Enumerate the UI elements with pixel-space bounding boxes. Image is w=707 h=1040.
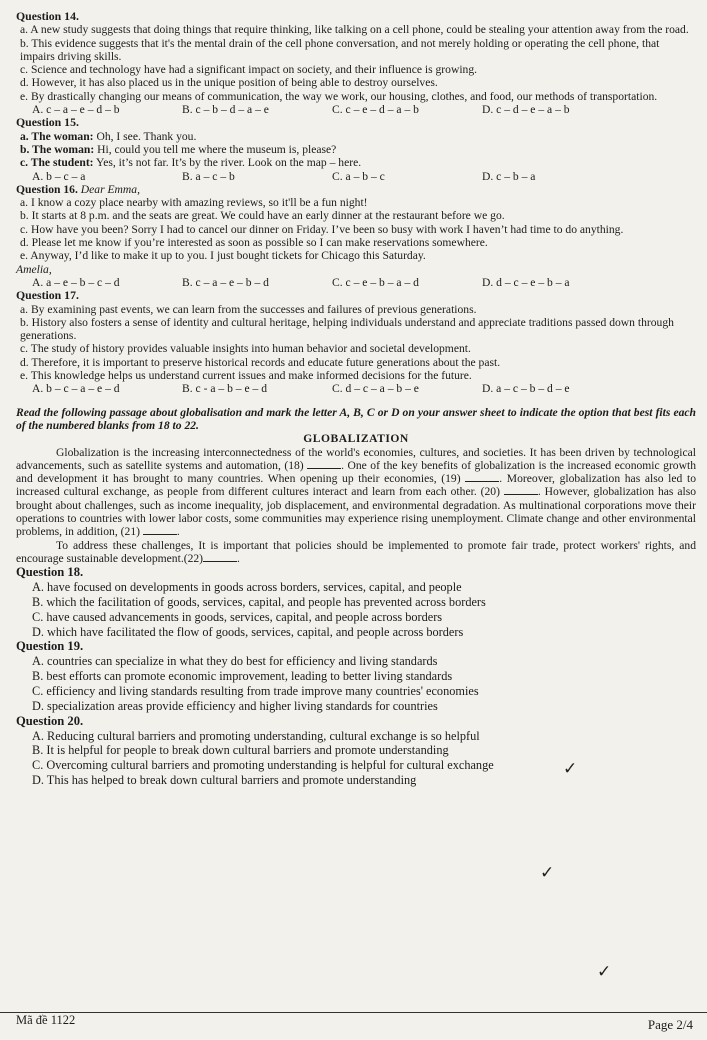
question-20	[16, 714, 696, 788]
q19-option-b[interactable]: B. best efforts can promote economic improvement, leading to better living standards	[32, 669, 453, 684]
q16-heading	[16, 183, 696, 196]
passage-title: GLOBALIZATION	[303, 432, 409, 446]
question-14	[16, 10, 696, 116]
q16-greeting: Dear Emma,	[80, 182, 140, 196]
reading-instruction: Read the following passage about globalisation and mark the letter A, B, C or D on your answer sheet to indicate the option that best fits each of the numbered blanks from 18 to 22.	[16, 405, 696, 432]
q15-option-c[interactable]: C. a – b – c	[332, 169, 385, 183]
q17-item-c: c. The study of history provides valuable insights into human behavior and societal development.	[20, 342, 471, 356]
q20-option-a[interactable]: A. Reducing cultural barriers and promoting understanding, cultural exchange is so helpful	[32, 728, 480, 743]
q15-item-a	[16, 130, 696, 143]
question-16-title: Question 16.	[16, 182, 78, 196]
question-15	[16, 116, 696, 182]
q14-item-a: a. A new study suggests that doing things that require thinking, like talking on a cell phone, could be stealing your attention away from the road.	[20, 23, 689, 37]
q15-option-b[interactable]: B. a – c – b	[182, 169, 235, 183]
q14-options	[16, 103, 696, 116]
q16-option-c[interactable]: C. c – e – b – a – d	[332, 275, 419, 289]
q16-options	[16, 276, 696, 289]
q14-option-c[interactable]: C. c – e – d – a – b	[332, 103, 419, 117]
question-18	[16, 565, 696, 639]
q18-option-d[interactable]: D. which have facilitated the flow of goods, services, capital, and people across borders	[32, 624, 464, 639]
q17-options	[16, 382, 696, 395]
blank-20	[504, 485, 538, 495]
q15-item-b	[16, 143, 696, 156]
passage-p1-part-a: Globalization is the increasing interconnectedness of the world's economies, cultures, and societies. It has been driven by technological advancements, such as satellite systems and automation, (18)	[16, 445, 696, 472]
question-19-title: Question 19.	[16, 639, 84, 654]
q16-option-d[interactable]: D. d – c – e – b – a	[482, 275, 570, 289]
passage-p1-part-b: . One of the key benefits of globalization is the increased economic growth and development it has brought to many countries. When opening up their economies, (19)	[16, 458, 696, 486]
q15-b-text: Hi, could you tell me where the museum is, please?	[94, 142, 337, 156]
q20-option-c[interactable]: C. Overcoming cultural barriers and promoting understanding is helpful for cultural exchange	[32, 758, 494, 773]
checkmark-icon: ✓	[597, 962, 612, 981]
q15-c-speaker: c. The student:	[20, 156, 94, 170]
q18-option-a[interactable]: A. have focused on developments in goods across borders, services, capital, and people	[32, 580, 462, 595]
footer-divider	[0, 1012, 707, 1013]
question-20-title: Question 20.	[16, 713, 84, 728]
q16-option-b[interactable]: B. c – a – e – b – d	[182, 275, 269, 289]
page-number: Page 2/4	[647, 1017, 693, 1032]
q17-option-a[interactable]: A. b – c – a – e – d	[32, 382, 120, 396]
q14-option-b[interactable]: B. c – b – d – a – e	[182, 103, 269, 117]
checkmark-icon: ✓	[563, 759, 578, 778]
q17-item-b: b. History also fosters a sense of identity and cultural heritage, helping individuals understand and appreciate traditions passed down through generations.	[20, 315, 674, 343]
q15-b-speaker: b. The woman:	[20, 142, 95, 156]
q18-option-b[interactable]: B. which the facilitation of goods, services, capital, and people has prevented across borders	[32, 594, 486, 609]
q18-option-c[interactable]: C. have caused advancements in goods, services, capital, and people across borders	[32, 609, 443, 624]
q15-a-speaker: a. The woman:	[20, 129, 94, 143]
checkmark-icon: ✓	[540, 863, 555, 882]
q16-item-b: b. It starts at 8 p.m. and the seats are great. We could have an early dinner at the restaurant before we go.	[20, 209, 505, 223]
q17-option-b[interactable]: B. c - a – b – e – d	[182, 382, 268, 396]
question-17-title: Question 17.	[16, 288, 79, 303]
exam-content	[16, 10, 696, 788]
blank-22	[203, 552, 237, 562]
q16-option-a[interactable]: A. a – e – b – c – d	[32, 275, 120, 289]
q19-option-c[interactable]: C. efficiency and living standards resulting from trade improve many countries' economies	[32, 683, 479, 698]
q14-item-d: d. However, it has also placed us in the unique position of being able to destroy ourselves.	[20, 76, 438, 90]
q14-option-d[interactable]: D. c – d – e – a – b	[482, 103, 570, 117]
q16-signoff: Amelia,	[16, 262, 52, 276]
q15-option-d[interactable]: D. c – b – a	[482, 169, 536, 183]
q15-options	[16, 170, 696, 183]
passage-p2-part-b: .	[237, 551, 240, 565]
q17-option-c[interactable]: C. d – c – a – b – e	[332, 382, 419, 396]
q15-item-c	[16, 156, 696, 169]
passage-p1-part-e: .	[176, 525, 180, 539]
q19-option-d[interactable]: D. specialization areas provide efficiency and higher living standards for countries	[32, 698, 438, 713]
q14-item-c: c. Science and technology have had a significant impact on society, and their influence is growing.	[20, 63, 478, 77]
q19-option-a[interactable]: A. countries can specialize in what they do best for efficiency and living standards	[32, 654, 438, 669]
q14-item-b: b. This evidence suggests that it's the mental drain of the cell phone conversation, and not merely holding or operating the cell phone, that impairs driving skills.	[20, 36, 660, 63]
passage-p1-part-c: . Moreover, globalization has also led to increased cultural exchange, as people from different cultures interact and learn from each other. (20)	[16, 472, 696, 499]
blank-18	[307, 459, 341, 469]
q16-item-a: a. I know a cozy place nearby with amazing reviews, so it'll be a fun night!	[20, 196, 368, 210]
q20-option-d[interactable]: D. This has helped to break down cultural barriers and promote understanding	[32, 772, 417, 787]
q17-item-a: a. By examining past events, we can learn from the successes and failures of previous generations.	[20, 302, 477, 316]
passage-paragraph-2	[16, 539, 696, 566]
q17-item-e: e. This knowledge helps us understand current issues and make informed decisions for the future.	[20, 369, 472, 383]
passage-p1-part-d: . However, globalization has also brought about challenges, such as income inequality, job displacement, and environmental degradation. As multinational corporations move their operations to countries with lower labor costs, some communities may experience rising unemployment. Climate change and other environmental problems, in addition, (21)	[16, 485, 697, 539]
blank-21	[143, 525, 177, 535]
q15-a-text: Oh, I see. Thank you.	[93, 129, 197, 143]
q20-option-b[interactable]: B. It is helpful for people to break down cultural barriers and promote understanding	[32, 743, 449, 758]
q16-item-e: e. Anyway, I’d like to make it up to you. I just bought tickets for Chicago this Saturday.	[20, 249, 426, 263]
passage-paragraph-1	[16, 446, 696, 539]
question-17	[16, 289, 696, 395]
blank-19	[465, 472, 499, 482]
question-15-title: Question 15.	[16, 115, 79, 130]
q17-item-d: d. Therefore, it is important to preserve historical records and educate future generations about the past.	[20, 355, 501, 369]
q16-item-d: d. Please let me know if you’re interested as soon as possible so I can make reservations somewhere.	[20, 236, 488, 250]
question-16	[16, 183, 696, 289]
q17-option-d[interactable]: D. a – c – b – d – e	[482, 382, 570, 396]
q14-item-e: e. By drastically changing our means of communication, the way we work, our housing, clothes, and food, our methods of transportation.	[20, 89, 658, 103]
passage-p2-part-a: To address these challenges, It is important that policies should be implemented to promote fair trade, protect workers' rights, and encourage sustainable development.(22)	[16, 538, 696, 565]
q15-option-a[interactable]: A. b – c – a	[32, 169, 86, 183]
question-18-title: Question 18.	[16, 565, 84, 580]
question-19	[16, 639, 696, 713]
q16-item-c: c. How have you been? Sorry I had to cancel our dinner on Friday. I’ve been so busy with work I haven’t had time to do anything.	[20, 222, 624, 236]
question-14-title: Question 14.	[16, 9, 79, 23]
q14-option-a[interactable]: A. c – a – e – d – b	[32, 103, 120, 117]
exam-code: Mã đề 1122	[16, 1013, 76, 1027]
q15-c-text: Yes, it’s not far. It’s by the river. Look on the map – here.	[93, 156, 362, 170]
